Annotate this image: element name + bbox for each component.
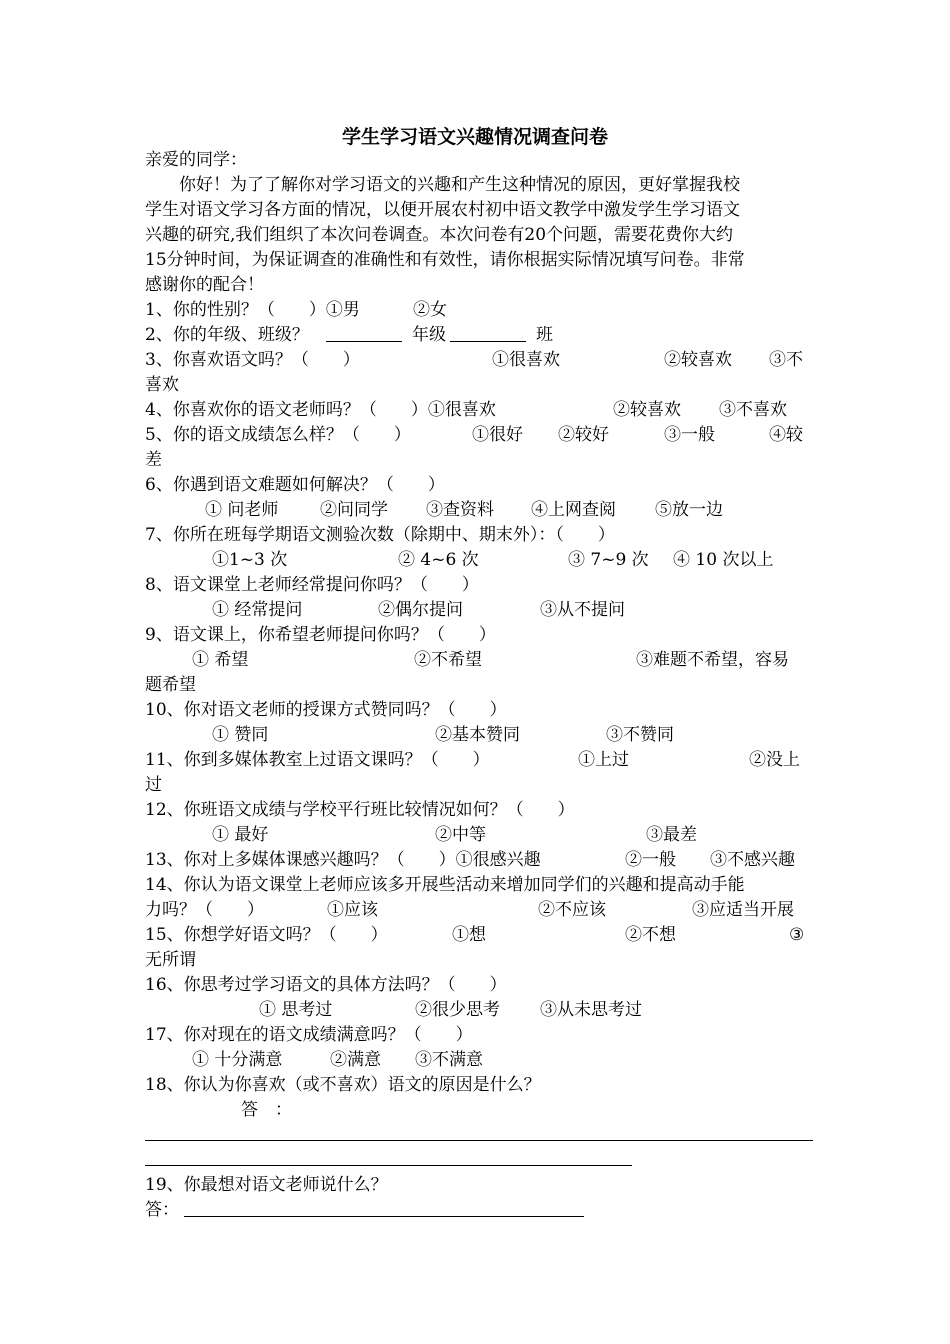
question-7-option-2[interactable]: ② 4~6 次	[398, 550, 479, 570]
intro-line-5: 感谢你的配合！	[145, 275, 264, 295]
question-11-text: 11、你到多媒体教室上过语文课吗？（ ）	[145, 750, 490, 770]
question-6-option-1[interactable]: ① 问老师	[205, 500, 279, 520]
question-17: 17、你对现在的语文成绩满意吗？（ ）	[145, 1025, 473, 1045]
question-3-continued: 喜欢	[145, 375, 179, 395]
question-11-option-2[interactable]: ②没上	[749, 750, 800, 770]
question-15-text: 15、你想学好语文吗？（ ）	[145, 925, 388, 945]
intro-line-2: 学生对语文学习各方面的情况，以便开展农村初中语文教学中激发学生学习语文	[145, 200, 740, 220]
answer-line-2[interactable]	[145, 1165, 632, 1166]
question-12-option-2[interactable]: ②中等	[435, 825, 486, 845]
question-10-option-2[interactable]: ②基本赞同	[435, 725, 520, 745]
question-2-class-label: 班	[536, 325, 553, 345]
question-7: 7、你所在班每学期语文测验次数（除期中、期末外）：（ ）	[145, 525, 615, 545]
question-16-option-3[interactable]: ③从未思考过	[540, 1000, 642, 1020]
intro-line-1: 你好！为了了解你对学习语文的兴趣和产生这种情况的原因，更好掌握我校	[145, 175, 740, 195]
question-18: 18、你认为你喜欢（或不喜欢）语文的原因是什么？	[145, 1075, 541, 1095]
question-16-option-2[interactable]: ②很少思考	[415, 1000, 500, 1020]
question-8-option-2[interactable]: ②偶尔提问	[378, 600, 463, 620]
question-5	[145, 423, 803, 447]
question-19: 19、你最想对语文老师说什么？	[145, 1175, 388, 1195]
question-13-text: 13、你对上多媒体课感兴趣吗？（ ）①很感兴趣	[145, 850, 541, 870]
question-15-option-1[interactable]: ①想	[452, 925, 486, 945]
question-12-option-3[interactable]: ③最差	[646, 825, 697, 845]
question-6-options	[145, 498, 723, 522]
question-7-option-1[interactable]: ①1~3 次	[212, 550, 288, 570]
question-13	[145, 848, 795, 872]
question-9-continued: 题希望	[145, 675, 196, 695]
question-9-option-3[interactable]: ③难题不希望，容易	[636, 650, 789, 670]
question-3	[145, 348, 803, 372]
question-7-option-3[interactable]: ③ 7~9 次	[568, 550, 649, 570]
question-17-options	[145, 1048, 483, 1072]
question-16: 16、你思考过学习语文的具体方法吗？（ ）	[145, 975, 507, 995]
question-1	[145, 298, 447, 322]
question-6-option-3[interactable]: ③查资料	[426, 500, 494, 520]
question-8-option-3[interactable]: ③从不提问	[540, 600, 625, 620]
question-5-option-3[interactable]: ③一般	[664, 425, 715, 445]
question-1-text: 1、你的性别？（ ）①男	[145, 300, 360, 320]
question-16-options	[145, 998, 642, 1022]
question-14-continued	[145, 898, 794, 922]
question-5-option-4[interactable]: ④较	[769, 425, 803, 445]
question-3-option-1[interactable]: ①很喜欢	[492, 350, 560, 370]
class-blank[interactable]	[450, 325, 526, 342]
question-6-option-4[interactable]: ④上网查阅	[531, 500, 616, 520]
question-10-option-1[interactable]: ① 赞同	[212, 725, 269, 745]
answer-line-3[interactable]	[184, 1216, 584, 1217]
question-8-options	[145, 598, 625, 622]
question-9-option-2[interactable]: ②不希望	[414, 650, 482, 670]
grade-blank[interactable]	[326, 325, 402, 342]
question-15-option-2[interactable]: ②不想	[625, 925, 676, 945]
question-2-grade-label: 年级	[412, 325, 446, 345]
question-5-option-1[interactable]: ①很好	[472, 425, 523, 445]
question-18-answer-label: 答 ：	[241, 1100, 292, 1120]
question-14-option-1[interactable]: ①应该	[327, 900, 378, 920]
answer-line-1[interactable]	[145, 1140, 813, 1141]
question-14-option-3[interactable]: ③应适当开展	[692, 900, 794, 920]
question-16-option-1[interactable]: ① 思考过	[259, 1000, 333, 1020]
question-10-options	[145, 723, 674, 747]
question-6-option-5[interactable]: ⑤放一边	[655, 500, 723, 520]
question-7-options	[145, 548, 774, 572]
question-10-option-3[interactable]: ③不赞同	[606, 725, 674, 745]
question-8-option-1[interactable]: ① 经常提问	[212, 600, 303, 620]
greeting: 亲爱的同学：	[145, 150, 247, 170]
question-4-option-2[interactable]: ②较喜欢	[613, 400, 681, 420]
question-1-option-2[interactable]: ②女	[413, 300, 447, 320]
question-4-option-3[interactable]: ③不喜欢	[719, 400, 787, 420]
question-11	[145, 748, 800, 772]
question-15-option-3[interactable]: ③	[789, 925, 805, 945]
question-8: 8、语文课堂上老师经常提问你吗？（ ）	[145, 575, 479, 595]
question-3-text: 3、你喜欢语文吗？（ ）	[145, 350, 360, 370]
question-14: 14、你认为语文课堂上老师应该多开展些活动来增加同学们的兴趣和提高动手能	[145, 875, 745, 895]
question-3-option-3[interactable]: ③不	[769, 350, 803, 370]
question-13-option-3[interactable]: ③不感兴趣	[710, 850, 795, 870]
question-3-option-2[interactable]: ②较喜欢	[664, 350, 732, 370]
question-9-option-1[interactable]: ① 希望	[192, 650, 249, 670]
question-12-option-1[interactable]: ① 最好	[212, 825, 269, 845]
question-14-continued-text: 力吗？（ ）	[145, 900, 264, 920]
question-19-answer-label: 答：	[145, 1200, 179, 1220]
intro-line-3: 兴趣的研究,我们组织了本次问卷调查。本次问卷有20个问题，需要花费你大约	[145, 225, 734, 245]
question-15	[145, 923, 805, 947]
question-12: 12、你班语文成绩与学校平行班比较情况如何？（ ）	[145, 800, 575, 820]
question-9: 9、语文课上，你希望老师提问你吗？（ ）	[145, 625, 496, 645]
question-7-option-4[interactable]: ④ 10 次以上	[673, 550, 774, 570]
question-5-text: 5、你的语文成绩怎么样？（ ）	[145, 425, 411, 445]
question-4-text: 4、你喜欢你的语文老师吗？（ ）①很喜欢	[145, 400, 496, 420]
question-18-answer	[145, 1098, 292, 1122]
question-5-option-2[interactable]: ②较好	[558, 425, 609, 445]
question-15-continued: 无所谓	[145, 950, 196, 970]
page-title: 学生学习语文兴趣情况调查问卷	[341, 126, 608, 148]
question-10: 10、你对语文老师的授课方式赞同吗？（ ）	[145, 700, 507, 720]
question-17-option-1[interactable]: ① 十分满意	[192, 1050, 283, 1070]
question-6-option-2[interactable]: ②问同学	[320, 500, 388, 520]
question-17-option-2[interactable]: ②满意	[330, 1050, 381, 1070]
question-12-options	[145, 823, 697, 847]
intro-line-4: 15分钟时间，为保证调查的准确性和有效性，请你根据实际情况填写问卷。非常	[145, 250, 745, 270]
question-11-option-1[interactable]: ①上过	[578, 750, 629, 770]
question-11-continued: 过	[145, 775, 162, 795]
question-17-option-3[interactable]: ③不满意	[415, 1050, 483, 1070]
question-6: 6、你遇到语文难题如何解决？（ ）	[145, 475, 445, 495]
question-2	[145, 323, 553, 347]
question-4	[145, 398, 787, 422]
question-9-options	[145, 648, 789, 672]
question-13-option-2[interactable]: ②一般	[625, 850, 676, 870]
question-5-continued: 差	[145, 450, 162, 470]
question-2-text: 2、你的年级、班级？	[145, 325, 309, 345]
question-19-answer	[145, 1198, 179, 1222]
question-14-option-2[interactable]: ②不应该	[538, 900, 606, 920]
